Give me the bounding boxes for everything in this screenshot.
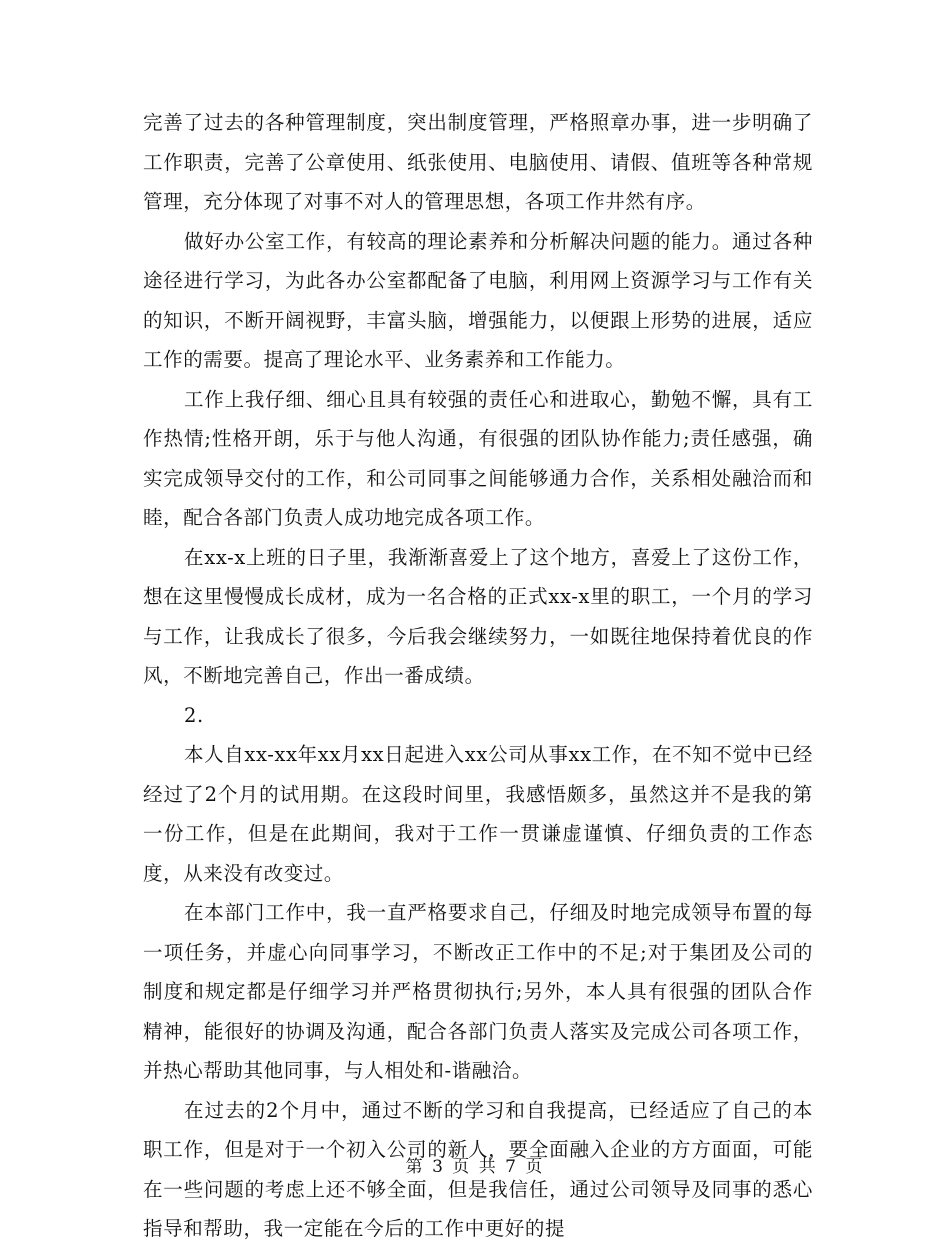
paragraph-work-attitude: 工作上我仔细、细心且具有较强的责任心和进取心，勤勉不懈，具有工作热情;性格开朗，乐于与他人沟通，有很强的团队协作能力;责任感强，确实完成领导交付的工作，和公司同事之间能够通力合作，关系相处融洽而和睦，配合各部门负责人成功地完成各项工作。	[143, 387, 813, 529]
paragraph-past-two-months: 在过去的2个月中，通过不断的学习和自我提高，已经适应了自己的本职工作，但是对于一个初入公司的新人，要全面融入企业的方方面面，可能在一些问题的考虑上还不够全面，但是我信任，通过公司领导及同事的悉心指导和帮助，我一定能在今后的工作中更好的提	[143, 1098, 813, 1240]
paragraph-continuation: 完善了过去的各种管理制度，突出制度管理，严格照章办事，进一步明确了工作职责，完善了公章使用、纸张使用、电脑使用、请假、值班等各种常规管理，充分体现了对事不对人的管理思想，各项工作井然有序。	[143, 111, 813, 213]
section-number: 2.	[184, 703, 204, 727]
paragraph-office-work: 做好办公室工作，有较高的理论素养和分析解决问题的能力。通过各种途径进行学习，为此各办公室都配备了电脑，利用网上资源学习与工作有关的知识，不断开阔视野，丰富头脑，增强能力，以便跟上形势的进展，适应工作的需要。提高了理论水平、业务素养和工作能力。	[143, 229, 813, 371]
paragraph-workplace: 在xx-x上班的日子里，我渐渐喜爱上了这个地方，喜爱上了这份工作，想在这里慢慢成长成材，成为一名合格的正式xx-x里的职工，一个月的学习与工作，让我成长了很多，今后我会继续努力，一如既往地保持着优良的作风，不断地完善自己，作出一番成绩。	[143, 545, 813, 687]
document-body	[143, 103, 813, 1249]
paragraph-probation: 本人自xx-xx年xx月xx日起进入xx公司从事xx工作，在不知不觉中已经经过了2个月的试用期。在这段时间里，我感悟颇多，虽然这并不是我的第一份工作，但是在此期间，我对于工作一贯谦虚谨慎、仔细负责的工作态度，从来没有改变过。	[143, 743, 813, 885]
paragraph-department-work: 在本部门工作中，我一直严格要求自己，仔细及时地完成领导布置的每一项任务，并虚心向同事学习，不断改正工作中的不足;对于集团及公司的制度和规定都是仔细学习并严格贯彻执行;另外，本人具有很强的团队合作精神，能很好的协调及沟通，配合各部门负责人落实及完成公司各项工作，并热心帮助其他同事，与人相处和-谐融洽。	[143, 901, 813, 1082]
page-footer: 第 3 页 共 7 页	[405, 1157, 545, 1177]
